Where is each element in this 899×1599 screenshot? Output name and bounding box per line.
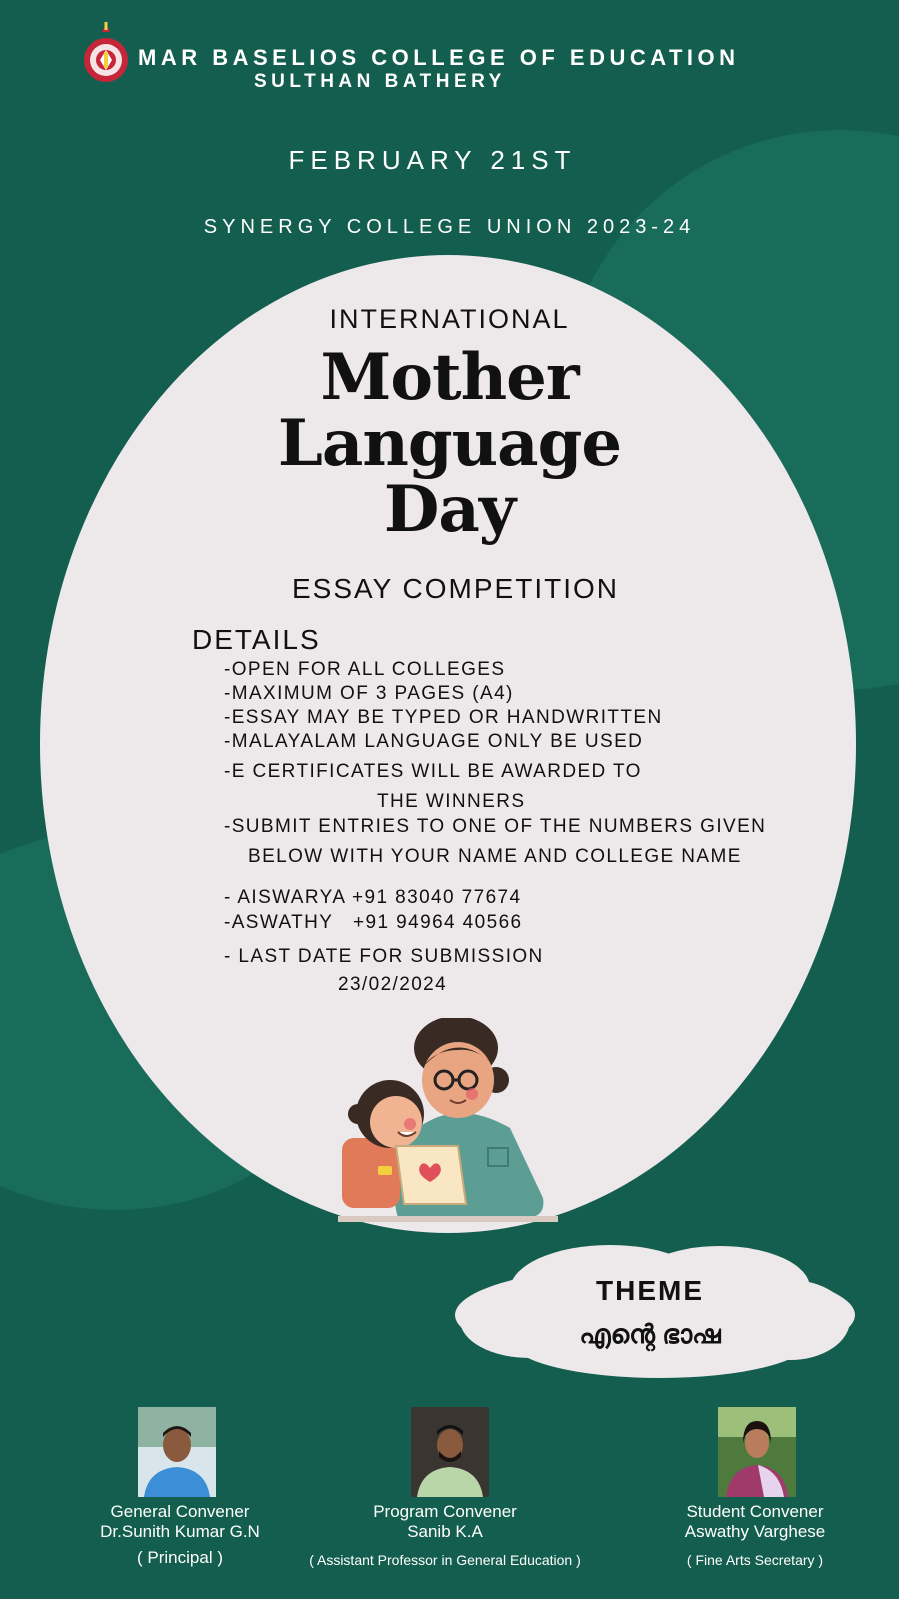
student-convener-role: Student Convener	[686, 1502, 824, 1521]
detail-line-3: -ESSAY MAY BE TYPED OR HANDWRITTEN	[224, 707, 663, 728]
last-date-label: - LAST DATE FOR SUBMISSION	[224, 946, 544, 967]
college-union: SYNERGY COLLEGE UNION 2023-24	[203, 216, 696, 238]
college-logo-icon	[82, 22, 130, 86]
detail-line-6a: -SUBMIT ENTRIES TO ONE OF THE NUMBERS GIVEN	[224, 816, 767, 837]
general-convener-designation: ( Principal )	[137, 1548, 223, 1567]
college-name: MAR BASELIOS COLLEGE OF EDUCATION	[138, 45, 740, 70]
program-convener-photo	[411, 1407, 489, 1497]
main-title	[0, 340, 899, 547]
student-convener-photo	[718, 1407, 796, 1497]
title-line-2: Language	[277, 406, 622, 481]
detail-line-1: -OPEN FOR ALL COLLEGES	[224, 659, 506, 680]
general-convener-photo	[138, 1407, 216, 1497]
contact-aiswarya: - AISWARYA +91 83040 77674	[224, 887, 522, 908]
student-convener-designation: ( Fine Arts Secretary )	[686, 1552, 824, 1568]
theme-label: THEME	[596, 1275, 704, 1306]
event-date: FEBRUARY 21ST	[288, 145, 577, 175]
program-convener-name: Sanib K.A	[407, 1522, 483, 1541]
detail-line-4: -MALAYALAM LANGUAGE ONLY BE USED	[224, 731, 644, 752]
general-convener-name: Dr.Sunith Kumar G.N	[100, 1522, 260, 1541]
detail-line-2: -MAXIMUM OF 3 PAGES (A4)	[224, 683, 514, 704]
header	[0, 0, 899, 100]
contact-aswathy: -ASWATHY +91 94964 40566	[224, 912, 523, 933]
program-convener-role: Program Convener	[373, 1502, 517, 1521]
competition-title: ESSAY COMPETITION	[291, 573, 619, 604]
detail-line-5b: THE WINNERS	[377, 791, 526, 812]
last-date-value: 23/02/2024	[338, 974, 448, 995]
title-line-1: Mother	[320, 340, 579, 415]
pre-title: INTERNATIONAL	[329, 304, 570, 334]
detail-line-5a: -E CERTIFICATES WILL BE AWARDED TO	[224, 761, 642, 782]
college-place: SULTHAN BATHERY	[254, 71, 506, 92]
mother-child-illustration	[338, 1018, 558, 1228]
theme-cloud	[450, 1240, 860, 1380]
theme-value: എന്റെ ഭാഷ	[579, 1319, 721, 1349]
details-heading: DETAILS	[192, 624, 321, 655]
student-convener-name: Aswathy Varghese	[684, 1522, 826, 1541]
title-line-3: Day	[383, 472, 516, 547]
general-convener-role: General Convener	[110, 1502, 250, 1521]
program-convener-designation: ( Assistant Professor in General Education )	[309, 1552, 581, 1568]
detail-line-6b: BELOW WITH YOUR NAME AND COLLEGE NAME	[248, 846, 742, 867]
